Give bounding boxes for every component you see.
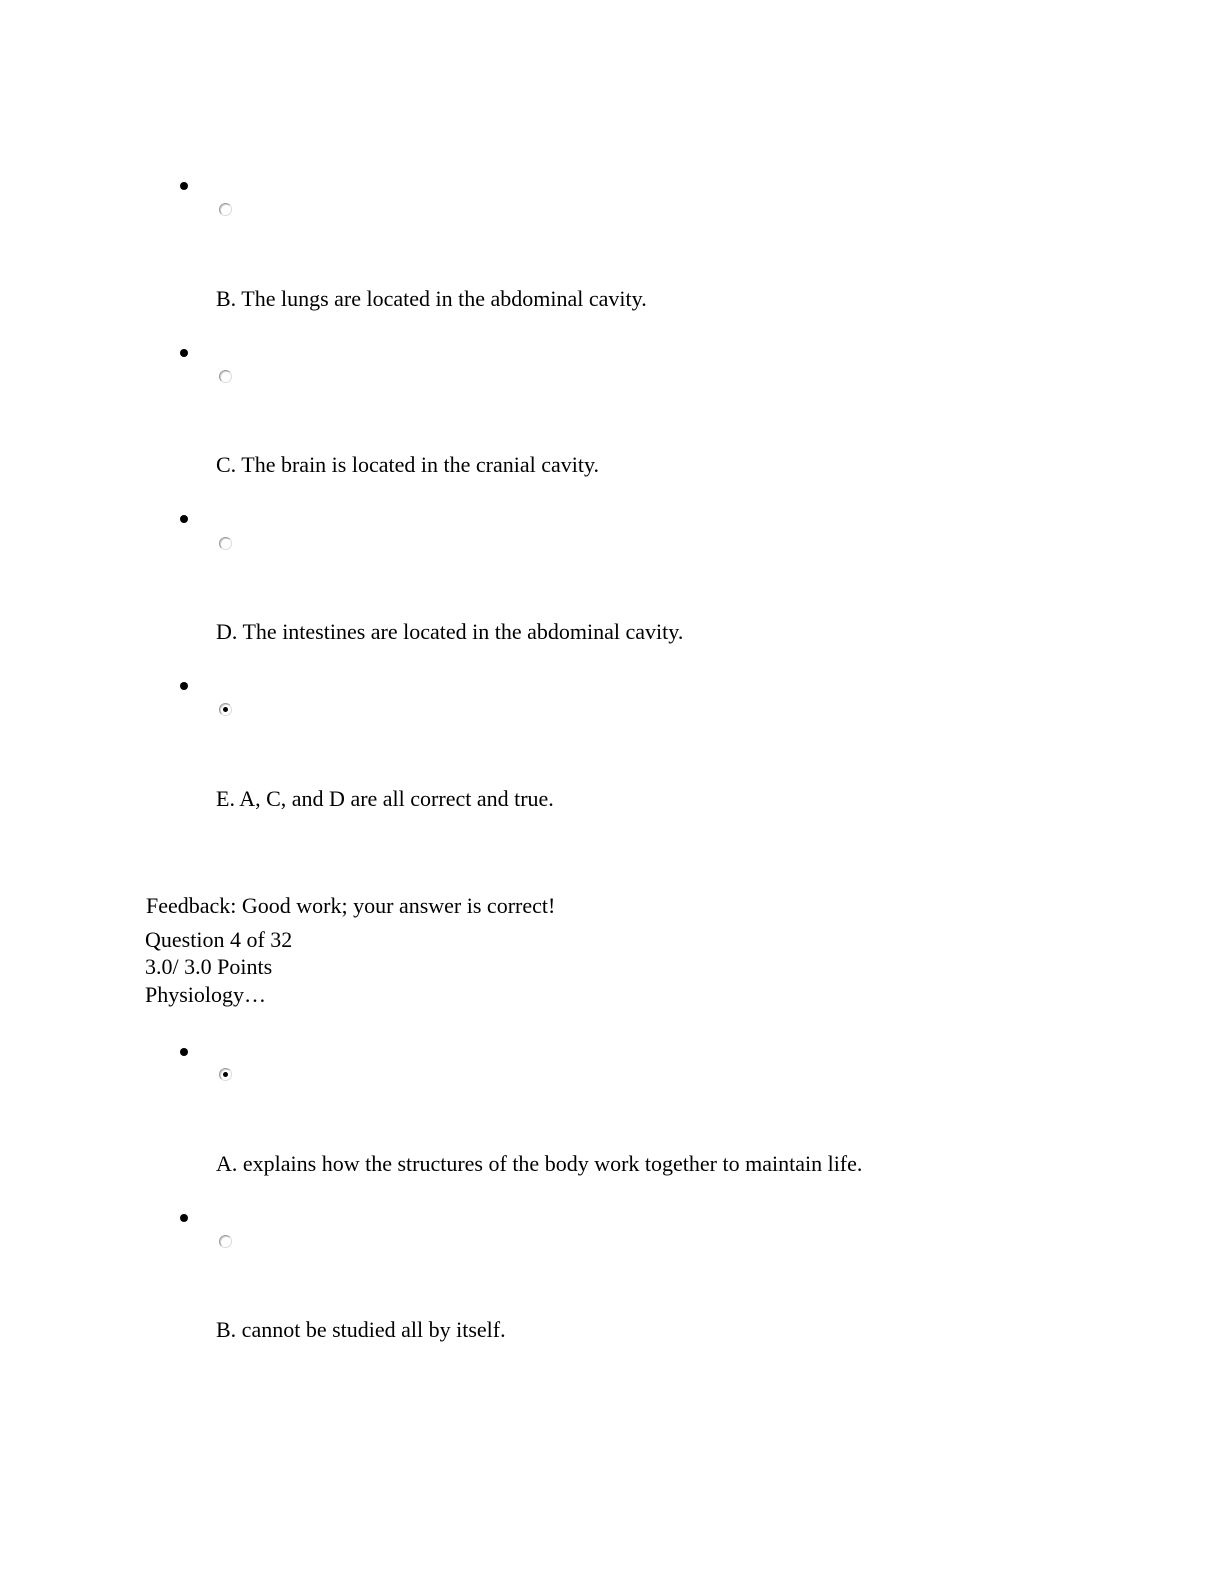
option-d-label: D. The intestines are located in the abdominal cavity. [216,619,684,644]
list-bullet [180,349,188,357]
option-b-label: B. cannot be studied all by itself. [216,1317,506,1342]
question-points: 3.0/ 3.0 Points [145,954,273,979]
option-e-label: E. A, C, and D are all correct and true. [216,786,554,811]
list-bullet [180,515,188,523]
list-bullet [180,182,188,190]
option-b-radio[interactable] [219,1235,232,1248]
question-prompt: Physiology… [145,982,267,1007]
question-header: Question 4 of 32 [145,927,293,952]
option-a-radio[interactable] [219,1068,232,1081]
option-d-radio[interactable] [219,537,232,550]
option-c-label: C. The brain is located in the cranial cavity. [216,452,600,477]
option-c-radio[interactable] [219,370,232,383]
list-bullet [180,1214,188,1222]
list-bullet [180,1048,188,1056]
option-b-radio[interactable] [219,203,232,216]
option-b-label: B. The lungs are located in the abdominal cavity. [216,286,647,311]
feedback-text: Feedback: Good work; your answer is correct! [146,893,556,918]
option-e-radio[interactable] [219,703,232,716]
option-a-label: A. explains how the structures of the body work together to maintain life. [216,1151,863,1176]
list-bullet [180,682,188,690]
